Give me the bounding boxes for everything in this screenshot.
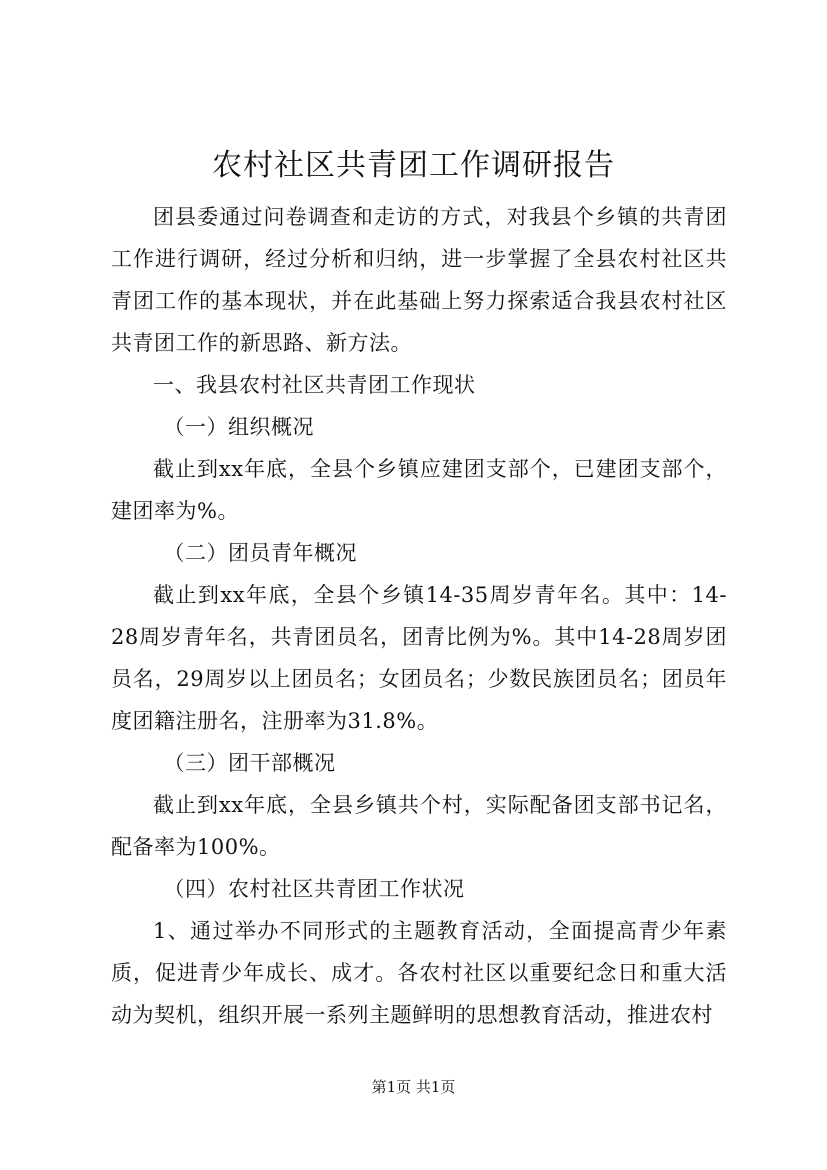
section-heading-1: 一、我县农村社区共青团工作现状 [153,373,476,397]
subsection-heading-work-status: （四）农村社区共青团工作状况 [163,877,465,901]
subsection-heading-organization: （一）组织概况 [163,415,314,439]
organization-paragraph: 截止到xx年底，全县个乡镇应建团支部个，已建团支部个，建团率为%。 [111,457,727,523]
youth-paragraph: 截止到xx年底，全县个乡镇14-35周岁青年名。其中：14-28周岁青年名，共青团员名，团青比例为%。其中14-28周岁团员名，29周岁以上团员名；女团员名；少数民族团员名；团员年度团籍注册名，注册率为31.8%。 [111,583,727,733]
subsection-heading-youth: （二）团员青年概况 [163,541,357,565]
subsection-heading-cadres: （三）团干部概况 [163,751,336,775]
intro-paragraph: 团县委通过问卷调查和走访的方式，对我县个乡镇的共青团工作进行调研，经过分析和归纳，进一步掌握了全县农村社区共青团工作的基本现状，并在此基础上努力探索适合我县农村社区共青团工作的新思路、新方法。 [111,205,727,355]
document-body [111,196,727,1036]
cadres-paragraph: 截止到xx年底，全县乡镇共个村，实际配备团支部书记名，配备率为100%。 [111,793,727,859]
document-title: 农村社区共青团工作调研报告 [212,148,615,183]
work-status-paragraph: 1、通过举办不同形式的主题教育活动，全面提高青少年素质，促进青少年成长、成才。各农村社区以重要纪念日和重大活动为契机，组织开展一系列主题鲜明的思想教育活动，推进农村 [111,919,727,1027]
page-footer: 第1页 共1页 [371,1078,456,1096]
